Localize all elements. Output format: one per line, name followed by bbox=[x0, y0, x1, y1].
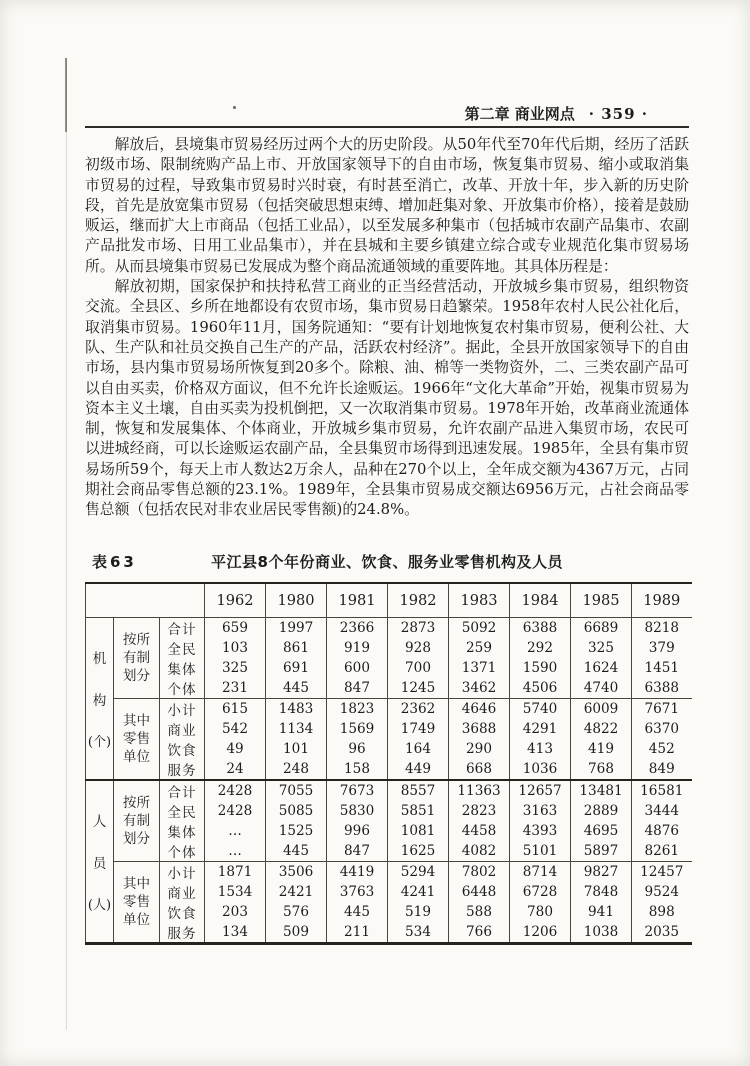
value-cell: 5294 bbox=[388, 862, 449, 883]
table-row bbox=[86, 678, 692, 699]
value-cell: 379 bbox=[632, 638, 692, 658]
row-header-cell: 个体 bbox=[160, 678, 205, 699]
value-cell: 2889 bbox=[571, 801, 632, 821]
value-cell: 413 bbox=[510, 739, 571, 759]
scan-artifact-line bbox=[65, 58, 67, 132]
group-char: 构 bbox=[92, 693, 107, 709]
subgroup-line: 零售 bbox=[122, 894, 151, 910]
value-cell: 2428 bbox=[205, 801, 266, 821]
row-header-cell: 合计 bbox=[160, 618, 205, 639]
table-row bbox=[86, 841, 692, 862]
row-header-cell: 全民 bbox=[160, 638, 205, 658]
table-label: 表63 bbox=[92, 553, 137, 571]
value-cell: 928 bbox=[388, 638, 449, 658]
value-cell: 1590 bbox=[510, 658, 571, 678]
table-row bbox=[86, 739, 692, 759]
value-cell: 2362 bbox=[388, 699, 449, 720]
value-cell: 13481 bbox=[571, 780, 632, 801]
subgroup-line: 按所 bbox=[122, 632, 151, 648]
value-cell: 534 bbox=[388, 922, 449, 944]
row-header-cell: 饮食 bbox=[160, 739, 205, 759]
value-cell: 12657 bbox=[510, 780, 571, 801]
table-row bbox=[86, 862, 692, 883]
value-cell: 452 bbox=[632, 739, 692, 759]
value-cell: 1625 bbox=[388, 841, 449, 862]
value-cell: 6388 bbox=[632, 678, 692, 699]
table-row bbox=[86, 638, 692, 658]
row-header-cell: 服务 bbox=[160, 922, 205, 944]
value-cell: 2035 bbox=[632, 922, 692, 944]
value-cell: 8261 bbox=[632, 841, 692, 862]
value-cell: 1371 bbox=[449, 658, 510, 678]
value-cell: 4419 bbox=[327, 862, 388, 883]
value-cell: 1451 bbox=[632, 658, 692, 678]
value-cell: 1569 bbox=[327, 719, 388, 739]
subgroup-label-ownership bbox=[114, 780, 160, 862]
table-row bbox=[86, 699, 692, 720]
subgroup-line: 有制 bbox=[122, 813, 151, 829]
year-header: 1982 bbox=[388, 583, 449, 618]
value-cell: 4822 bbox=[571, 719, 632, 739]
value-cell: 1038 bbox=[571, 922, 632, 944]
row-header-cell: 商业 bbox=[160, 719, 205, 739]
value-cell: 5101 bbox=[510, 841, 571, 862]
value-cell: 768 bbox=[571, 759, 632, 780]
group-unit: (个) bbox=[87, 735, 112, 751]
value-cell: 519 bbox=[388, 902, 449, 922]
chapter-title: 第二章 商业网点 bbox=[464, 105, 575, 123]
value-cell: 600 bbox=[327, 658, 388, 678]
value-cell: 49 bbox=[205, 739, 266, 759]
value-cell: 509 bbox=[266, 922, 327, 944]
table-row bbox=[86, 922, 692, 944]
row-header-cell: 服务 bbox=[160, 759, 205, 780]
value-cell: 3688 bbox=[449, 719, 510, 739]
value-cell: 103 bbox=[205, 638, 266, 658]
value-cell: 4646 bbox=[449, 699, 510, 720]
row-header-cell: 小计 bbox=[160, 699, 205, 720]
value-cell: 325 bbox=[205, 658, 266, 678]
value-cell: 449 bbox=[388, 759, 449, 780]
value-cell: 4876 bbox=[632, 821, 692, 841]
subgroup-line: 划分 bbox=[122, 831, 151, 847]
value-cell: 248 bbox=[266, 759, 327, 780]
value-cell: 231 bbox=[205, 678, 266, 699]
value-cell: 576 bbox=[266, 902, 327, 922]
subgroup-line: 其中 bbox=[122, 876, 151, 892]
value-cell: 919 bbox=[327, 638, 388, 658]
value-cell: 8218 bbox=[632, 618, 692, 639]
value-cell: … bbox=[205, 841, 266, 862]
group-char: 机 bbox=[92, 650, 107, 667]
value-cell: 12457 bbox=[632, 862, 692, 883]
value-cell: 2428 bbox=[205, 780, 266, 801]
value-cell: 847 bbox=[327, 841, 388, 862]
value-cell: 8557 bbox=[388, 780, 449, 801]
value-cell: 7848 bbox=[571, 882, 632, 902]
value-cell: 7671 bbox=[632, 699, 692, 720]
paragraph-1: 解放后，县境集市贸易经历过两个大的历史阶段。从50年代至70年代后期，经历了活跃初级市场、限制统购产品上市、开放国家领导下的自由市场，恢复集市贸易、缩小或取消集市贸易的过程，导致集市贸易时兴时衰，有时甚至消亡，改革、开放十年，步入新的历史阶段，首先是放宽集市贸易（包括突破思想束缚、增加赶集对象、开放集市价格），接着是鼓励贩运，继而扩大上市商品（包括工业品），以至发展多种集市（包括城市农副产品集市、农副产品批发市场、日用工业品集市），并在县城和主要乡镇建立综合或专业规范化集市贸易场所。从而县境集市贸易已发展成为整个商品流通领域的重要阵地。其具体历程是： bbox=[85, 136, 689, 275]
table-row bbox=[86, 618, 692, 639]
value-cell: 292 bbox=[510, 638, 571, 658]
value-cell: 3763 bbox=[327, 882, 388, 902]
value-cell: 5897 bbox=[571, 841, 632, 862]
row-header-cell: 全民 bbox=[160, 801, 205, 821]
value-cell: 3462 bbox=[449, 678, 510, 699]
value-cell: 164 bbox=[388, 739, 449, 759]
value-cell: 615 bbox=[205, 699, 266, 720]
table-row bbox=[86, 759, 692, 780]
value-cell: 259 bbox=[449, 638, 510, 658]
value-cell: 3506 bbox=[266, 862, 327, 883]
value-cell: 9827 bbox=[571, 862, 632, 883]
row-header-cell: 商业 bbox=[160, 882, 205, 902]
value-cell: 1823 bbox=[327, 699, 388, 720]
body-text bbox=[85, 135, 689, 549]
row-header-cell: 合计 bbox=[160, 780, 205, 801]
value-cell: 3163 bbox=[510, 801, 571, 821]
table-area bbox=[85, 549, 689, 945]
value-cell: 1871 bbox=[205, 862, 266, 883]
subgroup-line: 划分 bbox=[122, 668, 151, 684]
year-header: 1962 bbox=[205, 583, 266, 618]
value-cell: 5740 bbox=[510, 699, 571, 720]
value-cell: 4695 bbox=[571, 821, 632, 841]
value-cell: 24 bbox=[205, 759, 266, 780]
value-cell: 2823 bbox=[449, 801, 510, 821]
row-header-cell: 小计 bbox=[160, 862, 205, 883]
value-cell: 7802 bbox=[449, 862, 510, 883]
value-cell: 6448 bbox=[449, 882, 510, 902]
group-unit: (人) bbox=[87, 898, 112, 914]
year-header: 1989 bbox=[632, 583, 692, 618]
value-cell: 849 bbox=[632, 759, 692, 780]
year-header: 1984 bbox=[510, 583, 571, 618]
value-cell: 7673 bbox=[327, 780, 388, 801]
value-cell: 588 bbox=[449, 902, 510, 922]
year-header: 1985 bbox=[571, 583, 632, 618]
value-cell: 1134 bbox=[266, 719, 327, 739]
subgroup-label-retail bbox=[114, 862, 160, 944]
value-cell: 6728 bbox=[510, 882, 571, 902]
table-row bbox=[86, 780, 692, 801]
value-cell: 4082 bbox=[449, 841, 510, 862]
value-cell: 5085 bbox=[266, 801, 327, 821]
subgroup-label-ownership bbox=[114, 618, 160, 699]
row-header-cell: 集体 bbox=[160, 658, 205, 678]
year-header: 1981 bbox=[327, 583, 388, 618]
value-cell: 780 bbox=[510, 902, 571, 922]
value-cell: 203 bbox=[205, 902, 266, 922]
table-row bbox=[86, 801, 692, 821]
value-cell: 1534 bbox=[205, 882, 266, 902]
value-cell: 542 bbox=[205, 719, 266, 739]
value-cell: 941 bbox=[571, 902, 632, 922]
value-cell: 5851 bbox=[388, 801, 449, 821]
value-cell: 211 bbox=[327, 922, 388, 944]
value-cell: 2873 bbox=[388, 618, 449, 639]
value-cell: 766 bbox=[449, 922, 510, 944]
value-cell: 5092 bbox=[449, 618, 510, 639]
statistics-table bbox=[85, 582, 692, 945]
value-cell: 6370 bbox=[632, 719, 692, 739]
value-cell: 668 bbox=[449, 759, 510, 780]
value-cell: 1624 bbox=[571, 658, 632, 678]
table-row bbox=[86, 719, 692, 739]
value-cell: 445 bbox=[327, 902, 388, 922]
row-header-cell: 个体 bbox=[160, 841, 205, 862]
table-corner-cell bbox=[86, 583, 205, 618]
table-header-row bbox=[86, 583, 692, 618]
value-cell: 861 bbox=[266, 638, 327, 658]
value-cell: 11363 bbox=[449, 780, 510, 801]
value-cell: 445 bbox=[266, 678, 327, 699]
value-cell: 6388 bbox=[510, 618, 571, 639]
value-cell: 659 bbox=[205, 618, 266, 639]
group-char: 人 bbox=[92, 813, 107, 830]
table-row bbox=[86, 882, 692, 902]
table-title: 平江县8个年份商业、饮食、服务业零售机构及人员 bbox=[211, 553, 563, 571]
subgroup-line: 其中 bbox=[122, 713, 151, 729]
year-header: 1980 bbox=[266, 583, 327, 618]
value-cell: 2421 bbox=[266, 882, 327, 902]
subgroup-line: 单位 bbox=[122, 749, 151, 765]
value-cell: 8714 bbox=[510, 862, 571, 883]
value-cell: 1483 bbox=[266, 699, 327, 720]
value-cell: 1081 bbox=[388, 821, 449, 841]
value-cell: 4740 bbox=[571, 678, 632, 699]
subgroup-label-retail bbox=[114, 699, 160, 781]
value-cell: 6689 bbox=[571, 618, 632, 639]
value-cell: 4458 bbox=[449, 821, 510, 841]
value-cell: 1245 bbox=[388, 678, 449, 699]
value-cell: 290 bbox=[449, 739, 510, 759]
value-cell: 325 bbox=[571, 638, 632, 658]
value-cell: 6009 bbox=[571, 699, 632, 720]
value-cell: 898 bbox=[632, 902, 692, 922]
table-row bbox=[86, 658, 692, 678]
header-rule bbox=[85, 126, 689, 128]
table-caption bbox=[85, 549, 689, 576]
table-row bbox=[86, 902, 692, 922]
value-cell: 9524 bbox=[632, 882, 692, 902]
row-header-cell: 饮食 bbox=[160, 902, 205, 922]
subgroup-line: 单位 bbox=[122, 912, 151, 928]
value-cell: 134 bbox=[205, 922, 266, 944]
group-char: 员 bbox=[92, 856, 107, 872]
value-cell: 1749 bbox=[388, 719, 449, 739]
year-header: 1983 bbox=[449, 583, 510, 618]
row-header-cell: 集体 bbox=[160, 821, 205, 841]
paragraph-2: 解放初期，国家保护和扶持私营工商业的正当经营活动，开放城乡集市贸易，组织物资交流。全县区、乡所在地都设有农贸市场，集市贸易日趋繁荣。1958年农村人民公社化后，取消集市贸易。1960年11月，国务院通知：“要有计划地恢复农村集市贸易，便利公社、大队、生产队和社员交换自己生产的产品，活跃农村经济”。据此，全县开放国家领导下的自由市场，县内集市贸易场所恢复到20多个。除粮、油、棉等一类物资外，二、三类农副产品可以自由买卖，价格双方面议，但不允许长途贩运。1966年“文化大革命”开始，视集市贸易为资本主义土壤，自由买卖为投机倒把，又一次取消集市贸易。1978年开始，改革商业流通体制，恢复和发展集体、个体商业，开放城乡集市贸易，允许农副产品进入集贸市场，农民可以进城经商，可以长途贩运农副产品，全县集贸市场得到迅速发展。1985年，全县有集市贸易场所59个，每天上市人数达2万余人，品种在270个以上，全年成交额为4367万元，占同期社会商品零售总额的23.1%。1989年，全县集市贸易成交额达6956万元，占社会商品零售总额（包括农民对非农业居民零售额)的24.8%。 bbox=[85, 278, 689, 519]
value-cell: 16581 bbox=[632, 780, 692, 801]
value-cell: 419 bbox=[571, 739, 632, 759]
group-label-institutions bbox=[86, 618, 114, 781]
value-cell: 445 bbox=[266, 841, 327, 862]
value-cell: 101 bbox=[266, 739, 327, 759]
value-cell: 4393 bbox=[510, 821, 571, 841]
value-cell: 1206 bbox=[510, 922, 571, 944]
value-cell: 7055 bbox=[266, 780, 327, 801]
value-cell: 700 bbox=[388, 658, 449, 678]
value-cell: 4506 bbox=[510, 678, 571, 699]
value-cell: 691 bbox=[266, 658, 327, 678]
running-header bbox=[85, 103, 648, 124]
value-cell: 4291 bbox=[510, 719, 571, 739]
subgroup-line: 按所 bbox=[122, 795, 151, 811]
scan-artifact-line bbox=[66, 58, 67, 1030]
value-cell: 1997 bbox=[266, 618, 327, 639]
group-label-personnel bbox=[86, 780, 114, 944]
value-cell: 4241 bbox=[388, 882, 449, 902]
value-cell: 847 bbox=[327, 678, 388, 699]
value-cell: 3444 bbox=[632, 801, 692, 821]
value-cell: 1525 bbox=[266, 821, 327, 841]
page-number: · 359 · bbox=[588, 105, 648, 123]
value-cell: … bbox=[205, 821, 266, 841]
value-cell: 5830 bbox=[327, 801, 388, 821]
subgroup-line: 有制 bbox=[122, 650, 151, 666]
value-cell: 996 bbox=[327, 821, 388, 841]
value-cell: 96 bbox=[327, 739, 388, 759]
table-row bbox=[86, 821, 692, 841]
value-cell: 1036 bbox=[510, 759, 571, 780]
value-cell: 158 bbox=[327, 759, 388, 780]
subgroup-line: 零售 bbox=[122, 731, 151, 747]
value-cell: 2366 bbox=[327, 618, 388, 639]
